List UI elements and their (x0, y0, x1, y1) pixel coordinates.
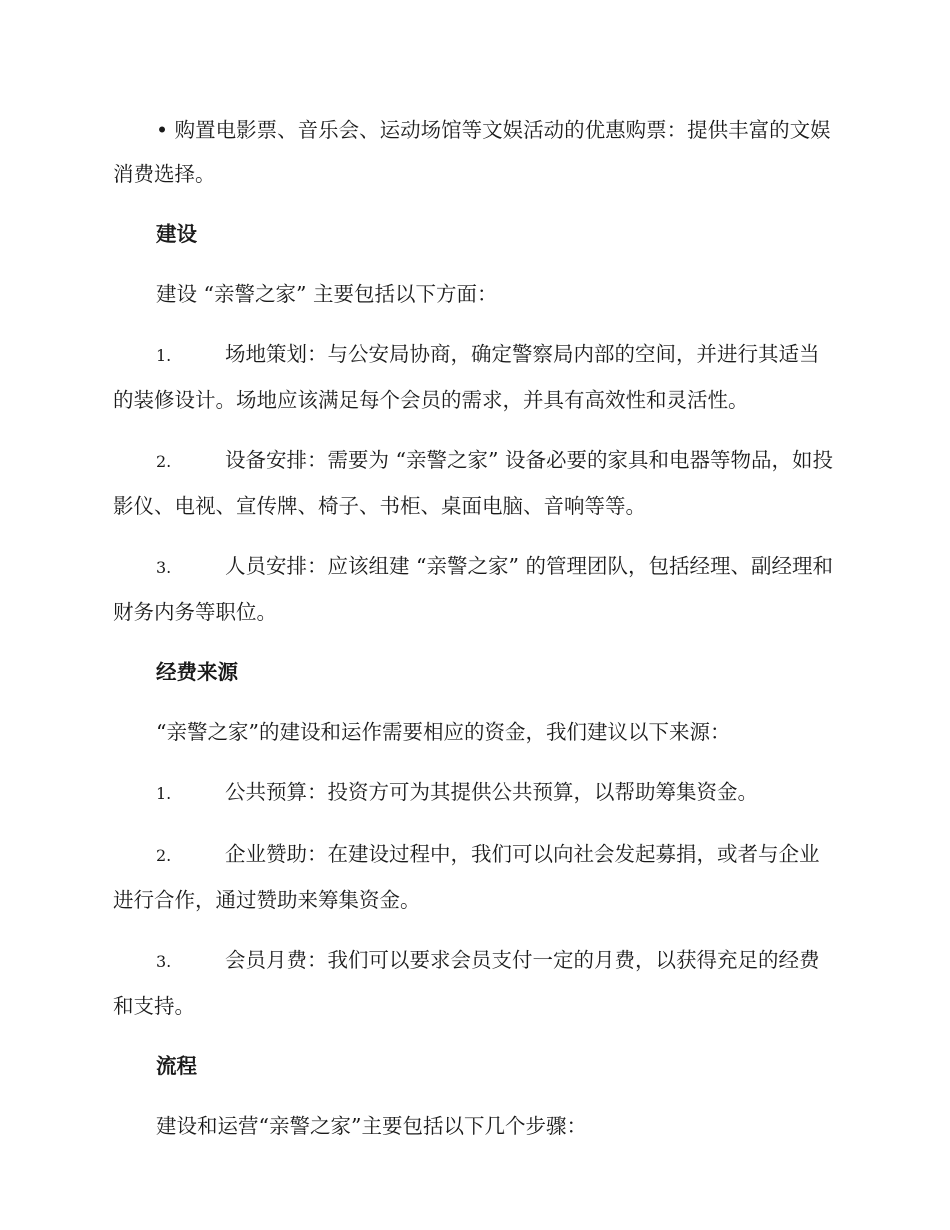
document-page (113, 108, 835, 1164)
construction-item-3 (113, 544, 835, 634)
construction-item-2 (113, 438, 835, 528)
list-item-text: 公共预算：投资方可为其提供公共预算，以帮助筹集资金。 (225, 780, 758, 804)
construction-item-1 (113, 332, 835, 422)
process-lead: 建设和运营“亲警之家”主要包括以下几个步骤： (156, 1114, 587, 1138)
construction-lead: 建设 “亲警之家” 主要包括以下方面： (156, 282, 498, 306)
list-item-text: 场地策划：与公安局协商，确定警察局内部的空间，并进行其适当的装修设计。场地应该满足每个会员的需求，并具有高效性和灵活性。 (113, 342, 820, 412)
funding-heading: 经费来源 (156, 660, 238, 684)
list-item-text: 会员月费：我们可以要求会员支付一定的月费，以获得充足的经费和支持。 (113, 948, 820, 1018)
intro-bullet-paragraph: • 购置电影票、音乐会、运动场馆等文娱活动的优惠购票：提供丰富的文娱消费选择。 (113, 118, 831, 186)
funding-lead: “亲警之家”的建设和运作需要相应的资金，我们建议以下来源： (156, 720, 731, 744)
list-number: 3. (156, 558, 172, 577)
list-item-text: 企业赞助：在建设过程中，我们可以向社会发起募捐，或者与企业进行合作，通过赞助来筹集资金。 (113, 842, 820, 912)
funding-item-3 (113, 938, 835, 1028)
funding-item-2 (113, 832, 835, 922)
list-number: 1. (156, 784, 172, 803)
list-number: 2. (156, 452, 172, 471)
process-heading: 流程 (156, 1054, 197, 1078)
list-number: 3. (156, 952, 172, 971)
list-number: 1. (156, 346, 172, 365)
list-item-text: 人员安排：应该组建 “亲警之家” 的管理团队，包括经理、副经理和财务内务等职位。 (113, 554, 833, 624)
list-number: 2. (156, 846, 172, 865)
funding-item-1 (113, 770, 835, 816)
construction-heading: 建设 (156, 222, 197, 246)
list-item-text: 设备安排：需要为 “亲警之家” 设备必要的家具和电器等物品，如投影仪、电视、宣传牌、椅子、书柜、桌面电脑、音响等等。 (113, 448, 833, 518)
